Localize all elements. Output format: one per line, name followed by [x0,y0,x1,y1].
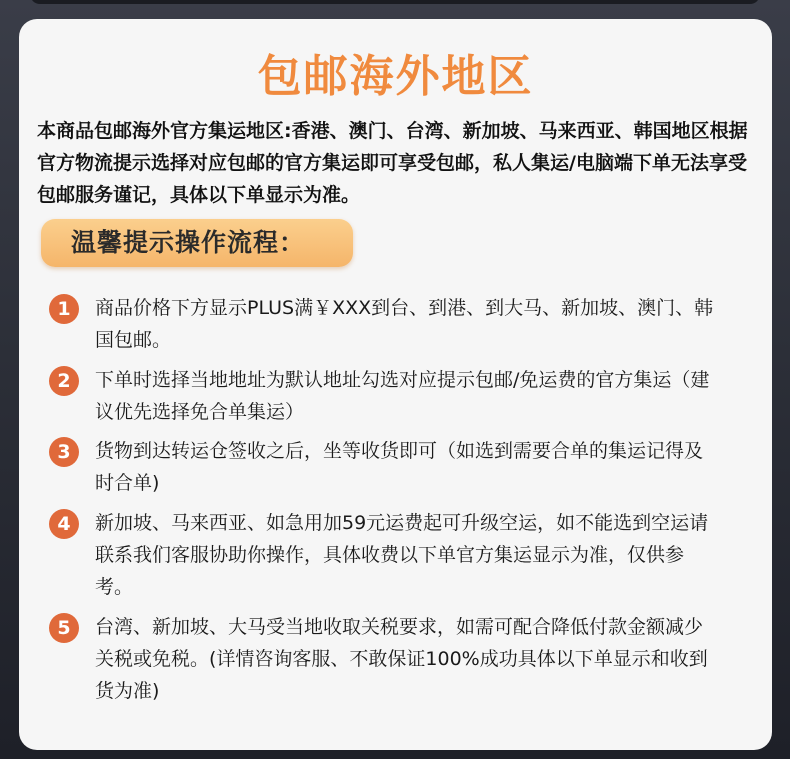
step-number-badge: 3 [49,437,79,467]
step-text: 新加坡、马来西亚、如急用加59元运费起可升级空运，如不能选到空运请联系我们客服协助你操作，具体收费以下单官方集运显示为准，仅供参考。 [95,512,709,598]
tips-label: 温馨提示操作流程： [41,219,353,267]
step-number-badge: 1 [49,294,79,324]
page-title: 包邮海外地区 [257,51,534,102]
intro-text: 本商品包邮海外官方集运地区:香港、澳门、台湾、新加坡、马来西亚、韩国地区根据官方物流提示选择对应包邮的官方集运即可享受包邮，私人集运/电脑端下单无法享受包邮服务谨记，具体以下单显示为准。 [37,120,748,206]
step-number-badge: 2 [49,366,79,396]
top-edge-bar [30,0,760,4]
step-number-badge: 5 [49,613,79,643]
step-text: 台湾、新加坡、大马受当地收取关税要求，如需可配合降低付款金额减少关税或免税。(详情咨询客服、不敢保证100%成功具体以下单显示和收到货为准) [95,616,708,702]
step-number-badge: 4 [49,509,79,539]
step-text: 下单时选择当地地址为默认地址勾选对应提示包邮/免运费的官方集运（建议优先选择免合单集运） [95,369,710,423]
step-text: 货物到达转运仓签收之后，坐等收货即可（如选到需要合单的集运记得及时合单) [95,440,704,494]
info-card [19,19,772,750]
step-text: 商品价格下方显示PLUS满￥XXX到台、到港、到大马、新加坡、澳门、韩国包邮。 [95,297,714,351]
